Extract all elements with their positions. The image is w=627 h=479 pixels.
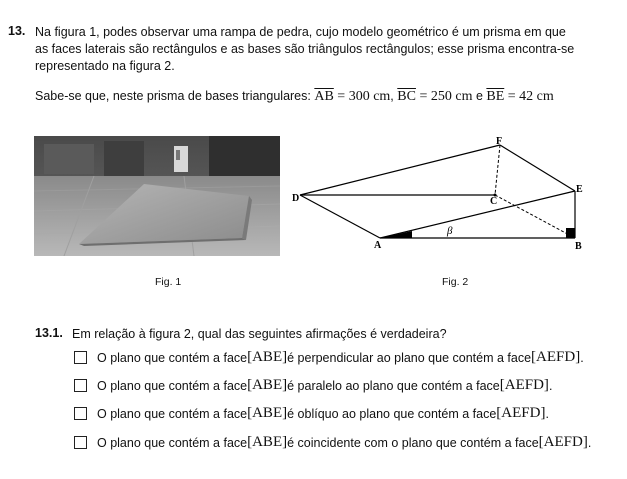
segment-be: $\overline{BE}$ [486, 89, 505, 104]
conjunction: e [475, 89, 483, 103]
option-checkbox[interactable] [74, 436, 87, 449]
given-values [35, 88, 554, 105]
label-b: B [575, 241, 582, 252]
subquestion-number: 13.1. [35, 326, 63, 340]
question-number: 13. [8, 24, 26, 38]
segment-bc-value: = 250 cm [415, 89, 473, 104]
option-1[interactable]: O plano que contém a face [ABE] é perpendicular ao plano que contém a face [AEFD] . [74, 349, 584, 366]
question-text-line-3: representado na figura 2. [35, 59, 175, 73]
separator: , [390, 89, 394, 103]
fig1-caption: Fig. 1 [155, 276, 182, 288]
label-f: F [496, 136, 503, 147]
subquestion-prompt: Em relação à figura 2, qual das seguintes afirmações é verdadeira? [72, 327, 447, 341]
edge-df [300, 145, 500, 195]
ramp-photo [34, 136, 280, 256]
label-beta: β [447, 225, 453, 237]
prism-diagram [290, 135, 620, 260]
edge-fc [495, 145, 500, 195]
right-angle-marker [566, 228, 575, 238]
label-a: A [374, 240, 382, 251]
option-4[interactable]: O plano que contém a face [ABE] é coincidente com o plano que contém a face [AEFD] . [74, 434, 591, 451]
label-e: E [576, 184, 583, 195]
edge-cb [495, 195, 575, 238]
edge-da [300, 195, 380, 238]
option-2[interactable]: O plano que contém a face [ABE] é paralelo ao plano que contém a face [AEFD] . [74, 377, 552, 394]
segment-bc: $\overline{BC}$ [397, 89, 416, 104]
label-d: D [292, 193, 300, 204]
given-prefix: Sabe-se que, neste prisma de bases triangulares: [35, 89, 311, 103]
option-checkbox[interactable] [74, 379, 87, 392]
segment-ab-value: = 300 cm [333, 89, 391, 104]
option-checkbox[interactable] [74, 351, 87, 364]
segment-be-value: = 42 cm [504, 89, 554, 104]
option-checkbox[interactable] [74, 407, 87, 420]
question-text-line-1: Na figura 1, podes observar uma rampa de pedra, cujo modelo geométrico é um prisma em que [35, 25, 566, 39]
question-text-line-2: as faces laterais são rectângulos e as bases são triângulos rectângulos; esse prisma encontra-se [35, 42, 575, 56]
fig2-caption: Fig. 2 [442, 276, 469, 288]
edge-fe [500, 145, 575, 191]
option-3[interactable]: O plano que contém a face [ABE] é oblíquo ao plano que contém a face [AEFD] . [74, 405, 549, 422]
segment-ab: $\overline{AB}$ [314, 89, 334, 104]
label-c: C [490, 196, 498, 207]
edge-ae [380, 191, 575, 238]
